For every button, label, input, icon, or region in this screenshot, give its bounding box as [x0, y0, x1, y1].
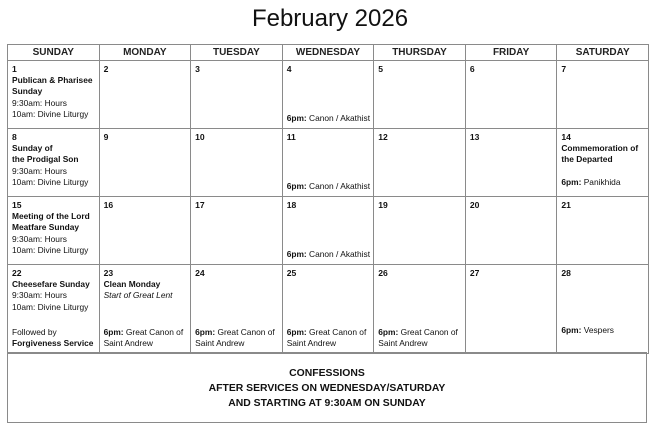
day-cell	[465, 129, 557, 197]
service-name: Panikhida	[581, 176, 621, 187]
service-time: 6pm:	[286, 180, 307, 191]
day-number: 5	[378, 64, 384, 74]
day-cell	[557, 61, 649, 129]
week-row	[8, 197, 649, 265]
day-number: 15	[12, 200, 22, 210]
day-number: 21	[561, 200, 571, 210]
service-name: Great Canon of Saint Andrew	[378, 326, 458, 348]
feast-name: Sunday of	[12, 143, 53, 154]
day-number: 20	[469, 200, 480, 210]
service-name: Great Canon of Saint Andrew	[195, 326, 275, 348]
day-cell	[191, 129, 283, 197]
forgiveness-service: Forgiveness Service	[12, 337, 94, 348]
followed-by-label: Followed by	[12, 326, 57, 337]
day-number: 7	[561, 64, 567, 74]
feast-name: Meeting of the Lord	[12, 211, 90, 222]
evening-service	[287, 327, 372, 349]
day-cell	[374, 61, 466, 129]
day-number: 27	[469, 268, 480, 278]
evening-service	[287, 181, 372, 192]
day-cell	[99, 61, 191, 129]
day-cell	[465, 197, 557, 265]
week-row	[8, 61, 649, 129]
day-cell	[282, 265, 374, 354]
service-time: 6pm:	[561, 176, 582, 187]
forgiveness-note	[12, 327, 97, 349]
calendar-grid	[7, 44, 649, 354]
confessions-notice	[7, 352, 647, 423]
week-row	[8, 265, 649, 354]
day-number: 12	[378, 132, 388, 142]
feast-name: the Prodigal Son	[12, 154, 79, 165]
service-name: Great Canon of Saint Andrew	[286, 326, 367, 348]
day-number: 2	[103, 64, 109, 74]
service-time: 6pm:	[286, 326, 307, 337]
day-cell	[465, 265, 557, 354]
hours-service: 9:30am: Hours	[12, 233, 67, 244]
header-friday: FRIDAY	[465, 45, 557, 61]
service-name: Vespers	[581, 324, 614, 335]
day-number: 16	[103, 200, 114, 210]
day-cell	[99, 129, 191, 197]
day-cell	[465, 61, 557, 129]
liturgy-service: 10am: Divine Liturgy	[12, 176, 89, 187]
day-cell	[282, 61, 374, 129]
hours-service: 9:30am: Hours	[12, 97, 67, 108]
hours-service: 9:30am: Hours	[12, 165, 67, 176]
day-number: 1	[12, 64, 17, 74]
day-number: 22	[12, 268, 22, 278]
header-wednesday: WEDNESDAY	[282, 45, 374, 61]
liturgy-service: 10am: Divine Liturgy	[12, 108, 89, 119]
weekday-header-row	[8, 45, 649, 61]
day-cell	[99, 197, 191, 265]
day-number: 4	[286, 64, 292, 74]
header-saturday: SATURDAY	[557, 45, 649, 61]
day-cell	[374, 265, 466, 354]
liturgy-service: 10am: Divine Liturgy	[12, 244, 89, 255]
service-name: Canon / Akathist	[306, 180, 371, 191]
confessions-heading: CONFESSIONS	[289, 368, 365, 379]
service-time: 6pm:	[286, 248, 307, 259]
evening-service	[378, 327, 463, 349]
confessions-detail-1: AFTER SERVICES ON WEDNESDAY/SATURDAY	[208, 383, 446, 394]
day-number: 25	[286, 268, 297, 278]
evening-service	[287, 113, 372, 124]
lent-note: Start of Great Lent	[103, 290, 173, 301]
day-cell	[99, 265, 191, 354]
feast-name: Cheesefare Sunday	[12, 279, 90, 290]
day-number: 17	[195, 200, 205, 210]
day-number: 10	[195, 132, 205, 142]
service-time: 6pm:	[195, 326, 216, 337]
evening-service	[104, 327, 189, 349]
feast-name: Clean Monday	[103, 279, 161, 290]
header-tuesday: TUESDAY	[191, 45, 283, 61]
day-number: 6	[469, 64, 475, 74]
day-cell	[557, 197, 649, 265]
feast-name: Commemoration of the Departed	[561, 143, 639, 165]
day-number: 13	[469, 132, 480, 142]
day-number: 11	[286, 132, 296, 142]
week-row	[8, 129, 649, 197]
day-number: 9	[103, 132, 109, 142]
confessions-detail-2: AND STARTING AT 9:30AM ON SUNDAY	[228, 398, 426, 409]
feast-name: Meatfare Sunday	[12, 222, 80, 233]
evening-service	[561, 325, 646, 336]
service-name: Canon / Akathist	[306, 248, 371, 259]
header-sunday: SUNDAY	[8, 45, 100, 61]
day-cell	[8, 61, 100, 129]
day-cell	[8, 197, 100, 265]
day-cell	[282, 197, 374, 265]
day-cell	[282, 129, 374, 197]
day-number: 19	[378, 200, 388, 210]
hours-service: 9:30am: Hours	[12, 290, 67, 301]
header-thursday: THURSDAY	[374, 45, 466, 61]
service-name: Great Canon of Saint Andrew	[103, 326, 184, 348]
evening-service	[561, 177, 644, 188]
day-number: 18	[286, 200, 297, 210]
liturgy-service: 10am: Divine Liturgy	[12, 301, 89, 312]
feast-name: Publican & Pharisee Sunday	[12, 75, 93, 97]
service-time: 6pm:	[378, 326, 399, 337]
day-cell	[374, 129, 466, 197]
day-number: 14	[561, 132, 571, 142]
day-cell	[191, 197, 283, 265]
day-cell	[8, 129, 100, 197]
evening-service	[195, 327, 280, 349]
day-cell	[374, 197, 466, 265]
day-number: 23	[103, 268, 114, 278]
service-name: Canon / Akathist	[306, 112, 371, 123]
evening-service	[287, 249, 372, 260]
service-time: 6pm:	[286, 112, 307, 123]
day-number: 8	[12, 132, 17, 142]
day-number: 28	[561, 268, 571, 278]
day-cell	[8, 265, 100, 354]
day-number: 24	[195, 268, 205, 278]
day-number: 3	[195, 64, 200, 74]
day-number: 26	[378, 268, 388, 278]
day-cell	[557, 265, 649, 354]
service-time: 6pm:	[103, 326, 124, 337]
header-monday: MONDAY	[99, 45, 191, 61]
day-cell	[191, 61, 283, 129]
day-cell	[557, 129, 649, 197]
day-cell	[191, 265, 283, 354]
calendar-title: February 2026	[251, 5, 409, 32]
service-time: 6pm:	[561, 324, 582, 335]
